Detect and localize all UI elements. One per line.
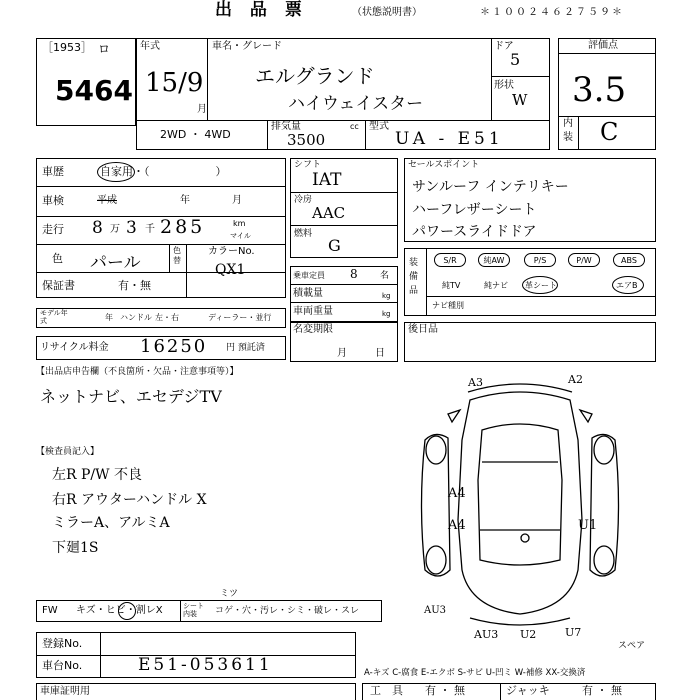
- sales-points-label: セールスポイント: [408, 160, 480, 170]
- mirror-right: [580, 410, 592, 422]
- history-value: 自家用・（ ）: [100, 165, 227, 178]
- shape-label: 形状: [494, 80, 514, 91]
- mileage-rest: 285: [160, 216, 206, 238]
- damage-bottom-right: U7: [565, 626, 582, 639]
- warranty-label: 保証書: [42, 279, 75, 292]
- chassis-no-label: 車台No.: [42, 659, 83, 672]
- color-no-label: カラーNo.: [208, 246, 255, 257]
- shape-value: W: [512, 91, 528, 109]
- interior-value: C: [600, 118, 619, 146]
- load-unit: kg: [382, 292, 391, 300]
- damage-left-a: A4: [448, 486, 466, 501]
- model-year-label: モデル年式: [40, 309, 68, 325]
- history-label: 車歴: [42, 165, 64, 178]
- car-grade: ハイウェイスター: [288, 94, 424, 114]
- seat-note: ミツ: [220, 589, 239, 599]
- weight-unit: kg: [382, 310, 391, 318]
- color-value: パール: [90, 253, 141, 273]
- displacement-value: 3500: [287, 131, 326, 149]
- mileage-unit-mile: マイル: [230, 232, 251, 240]
- equip-power-windows: P/W: [568, 253, 600, 267]
- inspection-month: 月: [232, 195, 242, 206]
- post-date-label: 後日品: [408, 324, 438, 335]
- history-circle: [97, 162, 135, 182]
- displacement-label: 排気量: [271, 121, 301, 132]
- name-change-month: 月: [337, 348, 347, 359]
- equip-tv: 純TV: [442, 281, 461, 290]
- mileage-sen-unit: 千: [145, 224, 155, 235]
- mileage-label: 走行: [42, 223, 64, 236]
- jack-label: ジャッキ: [506, 684, 550, 697]
- reg-no-label: 登録No.: [42, 637, 83, 650]
- mileage-man-unit: 万: [110, 224, 120, 235]
- doors-value: 5: [510, 50, 521, 69]
- year-value: 15/9: [145, 68, 204, 98]
- damage-bottom-mid: U2: [520, 628, 537, 641]
- equip-power-steering: P/S: [524, 253, 556, 267]
- inspector-line-4: 下廻1S: [52, 540, 99, 556]
- lot-number: 5464: [55, 74, 133, 107]
- tools-value: 有 ・ 無: [425, 684, 465, 697]
- damage-bottom-corner: AU3: [424, 605, 447, 616]
- equip-navi: 純ナビ: [484, 281, 508, 290]
- wheel-rear-left: [426, 546, 446, 574]
- weight-label: 車両重量: [293, 306, 333, 317]
- year-label: 年式: [140, 41, 160, 52]
- seat-label: シート内装: [183, 602, 204, 618]
- car-name: エルグランド: [255, 64, 375, 88]
- fuel-cap: [521, 534, 529, 542]
- shift-label: シフト: [294, 160, 322, 170]
- spare-label: スペア: [618, 641, 646, 651]
- form-subtitle: （状態説明書）: [352, 7, 422, 18]
- mileage-man: 8: [92, 218, 103, 238]
- car-cabin: [478, 424, 562, 565]
- equip-sunroof: S/R: [434, 253, 466, 267]
- inspector-label: 【検査員記入】: [36, 447, 100, 457]
- capacity-value: 8: [350, 267, 358, 281]
- color-no-value: QX1: [215, 262, 246, 278]
- inspection-era: 平成: [97, 195, 117, 206]
- post-date-block: [404, 322, 656, 362]
- drive-type: 2WD ・ 4WD: [160, 128, 231, 141]
- form-title: 出 品 票: [215, 0, 308, 20]
- car-body-outline: [458, 392, 582, 614]
- ac-label: 冷房: [294, 195, 313, 205]
- score-label: 評価点: [588, 40, 618, 51]
- name-change-day: 日: [375, 348, 385, 359]
- recycle-unit: 円 預託済: [226, 343, 265, 353]
- capacity-unit: 名: [380, 271, 390, 281]
- equipment-label: 装備品: [409, 258, 419, 296]
- recycle-label: リサイクル料金: [40, 342, 109, 353]
- equip-abs: ABS: [613, 253, 645, 267]
- ac-value: AAC: [312, 204, 346, 222]
- month-suffix: 月: [197, 104, 207, 115]
- load-label: 積載量: [293, 288, 323, 299]
- damage-left-b: A4: [448, 518, 466, 533]
- dealer-type: ディーラー・並行: [208, 313, 272, 322]
- shift-value: IAT: [312, 170, 342, 190]
- damage-legend: A-キズ C-腐食 E-エクボ S-サビ U-凹ミ W-補修 XX-交換済: [364, 668, 586, 678]
- jack-value: 有 ・ 無: [582, 684, 622, 697]
- inspection-year: 年: [180, 195, 190, 206]
- equip-leather: 革シート: [525, 281, 557, 290]
- car-diagram: [400, 370, 640, 630]
- doors-label: ドア: [494, 41, 514, 52]
- crack-circle: [118, 602, 136, 620]
- seat-items: コゲ・穴・汚レ・シミ・破レ・スレ: [215, 606, 360, 616]
- chassis-no-value: E51-053611: [138, 655, 273, 675]
- sales-point-line-3: パワースライドドア: [412, 224, 537, 240]
- recycle-value: 16250: [140, 336, 208, 357]
- lot-mark: ロ: [98, 42, 111, 56]
- mirror-left: [448, 410, 460, 422]
- navi-type-label: ナビ種別: [432, 301, 464, 310]
- front-bumper: [468, 384, 572, 392]
- capacity-label: 乗車定員: [293, 271, 325, 280]
- inspector-line-2: 右R アウターハンドル X: [52, 492, 207, 508]
- model-year-year: 年: [105, 313, 113, 322]
- inspection-label: 車検: [42, 194, 64, 207]
- fuel-value: G: [328, 236, 341, 255]
- interior-label: 内装: [563, 118, 573, 143]
- model-label: 型式: [369, 121, 389, 132]
- fw-label: FW: [42, 605, 58, 616]
- seller-notes-text: ネットナビ、エセデジTV: [40, 387, 222, 406]
- fuel-label: 燃料: [294, 229, 313, 239]
- damage-bottom-left: AU3: [474, 628, 499, 641]
- seller-notes-label: 【出品店申告欄（不良箇所・欠品・注意事項等）】: [36, 367, 239, 377]
- mileage-unit-km: km: [233, 219, 246, 228]
- inspector-line-3: ミラーA、アルミA: [52, 515, 170, 531]
- model-value: UA - E51: [395, 129, 504, 149]
- fw-items: キズ・ヒビ・割レX: [76, 605, 163, 616]
- warranty-value: 有・無: [118, 279, 151, 292]
- sales-point-line-2: ハーフレザーシート: [412, 202, 537, 218]
- leather-circle: [522, 276, 558, 294]
- damage-top-left: A3: [468, 376, 483, 389]
- displacement-unit: cc: [350, 122, 359, 131]
- handle-options: 左・右: [155, 313, 179, 322]
- tools-label: 工 具: [370, 684, 403, 697]
- equip-airbag: エアB: [616, 281, 638, 290]
- serial-number: ＊１００２４６２７５９＊: [480, 7, 624, 18]
- airbag-circle: [612, 276, 644, 294]
- garage-label: 車庫証明用: [40, 686, 90, 697]
- color-label: 色: [52, 252, 63, 265]
- damage-top-right: A2: [568, 373, 583, 386]
- lot-year-code: ［1953］: [42, 41, 92, 54]
- wheel-rear-right: [594, 546, 614, 574]
- damage-right: U1: [578, 518, 598, 533]
- handle-label: ハンドル: [120, 313, 152, 322]
- inspector-line-1: 左R P/W 不良: [52, 467, 142, 483]
- score-value: 3.5: [572, 70, 627, 110]
- equip-alloy-wheels: 純AW: [478, 253, 510, 267]
- mileage-sen: 3: [126, 218, 137, 238]
- rear-bumper: [470, 618, 570, 625]
- wheel-front-left: [426, 436, 446, 464]
- color-change-label: 色替: [173, 246, 181, 265]
- name-grade-label: 車名・グレード: [212, 41, 282, 52]
- name-change-label: 名変期限: [293, 324, 333, 335]
- wheel-front-right: [594, 436, 614, 464]
- sales-point-line-1: サンルーフ インテリキー: [412, 179, 569, 195]
